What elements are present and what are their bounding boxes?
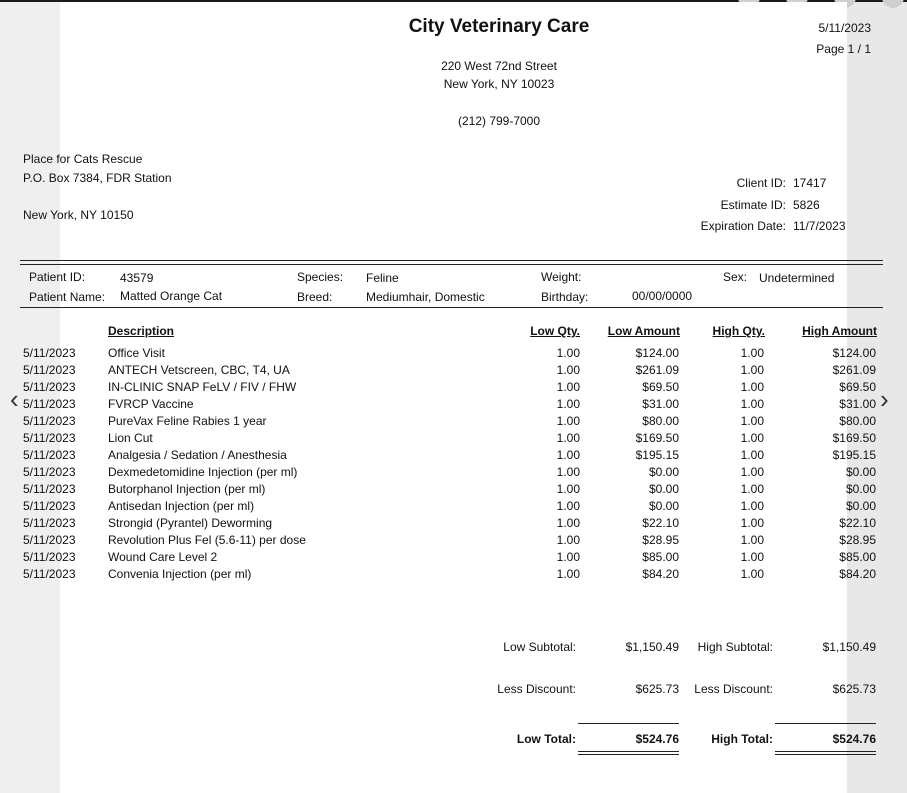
row-high-amount: $85.00 [839, 550, 876, 564]
clinic-address-line1: 220 West 72nd Street [441, 59, 557, 73]
high-total: $524.76 [832, 732, 876, 746]
row-high-qty: 1.00 [740, 380, 764, 394]
row-description: Office Visit [108, 346, 165, 360]
description-header: Description [108, 324, 175, 338]
row-date: 5/11/2023 [23, 363, 76, 377]
table-row [0, 465, 907, 482]
table-row [0, 431, 907, 448]
row-date: 5/11/2023 [23, 380, 76, 394]
table-row [0, 363, 907, 380]
low-subtotal-label: Low Subtotal: [503, 640, 576, 654]
row-low-amount: $69.50 [642, 380, 679, 394]
low-total-label: Low Total: [516, 732, 576, 746]
row-date: 5/11/2023 [23, 516, 76, 530]
row-high-qty: 1.00 [740, 516, 764, 530]
row-low-amount: $80.00 [642, 414, 679, 428]
weight-label: Weight: [541, 270, 582, 284]
low-total-top-rule [578, 723, 679, 724]
row-high-amount: $0.00 [845, 465, 876, 479]
low-subtotal: $1,150.49 [625, 640, 679, 654]
patient-name-label: Patient Name: [29, 290, 106, 304]
row-low-qty: 1.00 [556, 567, 580, 581]
low-total: $524.76 [635, 732, 679, 746]
low-total-double-rule-2 [578, 754, 679, 755]
sex-label: Sex: [723, 270, 748, 284]
row-low-qty: 1.00 [556, 499, 580, 513]
sex: Undetermined [759, 271, 835, 285]
high-discount: $625.73 [832, 682, 876, 696]
high-total-label: High Total: [711, 732, 773, 746]
row-date: 5/11/2023 [23, 499, 76, 513]
row-low-qty: 1.00 [556, 431, 580, 445]
high-total-double-rule-2 [775, 754, 876, 755]
clinic-phone: (212) 799-7000 [457, 114, 541, 128]
row-description: Strongid (Pyrantel) Deworming [108, 516, 273, 530]
clinic-name: City Veterinary Care [408, 16, 590, 37]
row-high-qty: 1.00 [740, 448, 764, 462]
table-row [0, 414, 907, 431]
patient-top-rule-2 [20, 264, 883, 265]
estimate-id: 5826 [793, 198, 820, 212]
low-total-double-rule [578, 751, 679, 752]
low-discount: $625.73 [635, 682, 679, 696]
row-date: 5/11/2023 [23, 448, 76, 462]
row-high-qty: 1.00 [740, 482, 764, 496]
previous-page-arrow-icon[interactable]: ‹ [10, 384, 19, 414]
row-low-amount: $28.95 [642, 533, 679, 547]
row-low-qty: 1.00 [556, 533, 580, 547]
row-low-amount: $0.00 [648, 499, 679, 513]
expiration-date-label: Expiration Date: [700, 219, 786, 233]
low-amount-header: Low Amount [607, 324, 680, 338]
row-date: 5/11/2023 [23, 397, 76, 411]
row-low-qty: 1.00 [556, 465, 580, 479]
table-row [0, 533, 907, 550]
birthday: 00/00/0000 [632, 289, 693, 303]
patient-id-label: Patient ID: [29, 270, 86, 284]
table-row [0, 567, 907, 584]
row-date: 5/11/2023 [23, 414, 76, 428]
row-high-amount: $169.50 [832, 431, 876, 445]
row-date: 5/11/2023 [23, 550, 76, 564]
client-name: Place for Cats Rescue [23, 152, 143, 166]
client-address-line2: New York, NY 10150 [23, 208, 134, 222]
row-low-qty: 1.00 [556, 448, 580, 462]
row-date: 5/11/2023 [23, 346, 76, 360]
row-date: 5/11/2023 [23, 482, 76, 496]
breed: Mediumhair, Domestic [366, 290, 485, 304]
table-row [0, 448, 907, 465]
high-subtotal-label: High Subtotal: [697, 640, 773, 654]
high-qty-header: High Qty. [712, 324, 765, 338]
row-high-amount: $124.00 [832, 346, 876, 360]
birthday-label: Birthday: [541, 290, 589, 304]
high-discount-label: Less Discount: [694, 682, 773, 696]
table-row [0, 550, 907, 567]
row-low-amount: $124.00 [635, 346, 679, 360]
client-address-line1: P.O. Box 7384, FDR Station [23, 171, 172, 185]
breed-label: Breed: [297, 290, 333, 304]
client-id: 17417 [793, 176, 827, 190]
row-high-qty: 1.00 [740, 550, 764, 564]
row-description: Lion Cut [108, 431, 153, 445]
estimate-id-label: Estimate ID: [720, 198, 786, 212]
row-description: Butorphanol Injection (per ml) [108, 482, 266, 496]
row-high-amount: $0.00 [845, 482, 876, 496]
row-low-amount: $0.00 [648, 465, 679, 479]
row-high-qty: 1.00 [740, 397, 764, 411]
document-date: 5/11/2023 [818, 21, 871, 35]
high-subtotal: $1,150.49 [822, 640, 876, 654]
row-high-qty: 1.00 [740, 465, 764, 479]
next-page-arrow-icon[interactable]: › [880, 384, 889, 414]
table-row [0, 482, 907, 499]
patient-name: Matted Orange Cat [120, 289, 223, 303]
clinic-address-line2: New York, NY 10023 [443, 77, 555, 91]
row-high-qty: 1.00 [740, 499, 764, 513]
row-description: Convenia Injection (per ml) [108, 567, 252, 581]
high-total-top-rule [775, 723, 876, 724]
table-row [0, 516, 907, 533]
row-low-qty: 1.00 [556, 380, 580, 394]
client-id-label: Client ID: [736, 176, 786, 190]
row-description: PureVax Feline Rabies 1 year [108, 414, 267, 428]
expiration-date: 11/7/2023 [793, 219, 846, 233]
species-label: Species: [297, 270, 344, 284]
row-low-amount: $31.00 [642, 397, 679, 411]
row-description: Antisedan Injection (per ml) [108, 499, 255, 513]
row-low-qty: 1.00 [556, 363, 580, 377]
row-description: Revolution Plus Fel (5.6-11) per dose [108, 533, 306, 547]
row-high-qty: 1.00 [740, 346, 764, 360]
row-date: 5/11/2023 [23, 431, 76, 445]
row-date: 5/11/2023 [23, 567, 76, 581]
row-low-qty: 1.00 [556, 397, 580, 411]
row-high-qty: 1.00 [740, 533, 764, 547]
row-low-amount: $261.09 [635, 363, 679, 377]
row-description: ANTECH Vetscreen, CBC, T4, UA [108, 363, 290, 377]
row-low-amount: $84.20 [642, 567, 679, 581]
row-low-qty: 1.00 [556, 516, 580, 530]
high-amount-header: High Amount [802, 324, 877, 338]
table-row [0, 397, 907, 414]
row-high-amount: $31.00 [839, 397, 876, 411]
row-description: IN-CLINIC SNAP FeLV / FIV / FHW [108, 380, 297, 394]
row-date: 5/11/2023 [23, 465, 76, 479]
row-low-amount: $0.00 [648, 482, 679, 496]
low-qty-header: Low Qty. [530, 324, 580, 338]
patient-id: 43579 [120, 271, 154, 285]
low-discount-label: Less Discount: [497, 682, 576, 696]
row-description: Wound Care Level 2 [108, 550, 218, 564]
row-low-amount: $195.15 [635, 448, 679, 462]
page-number: Page 1 / 1 [816, 42, 871, 56]
row-high-qty: 1.00 [740, 431, 764, 445]
row-low-qty: 1.00 [556, 482, 580, 496]
row-high-amount: $84.20 [839, 567, 876, 581]
patient-top-rule [20, 260, 883, 261]
table-row [0, 499, 907, 516]
row-description: Analgesia / Sedation / Anesthesia [108, 448, 287, 462]
row-high-amount: $28.95 [839, 533, 876, 547]
row-high-qty: 1.00 [740, 363, 764, 377]
row-low-amount: $85.00 [642, 550, 679, 564]
row-date: 5/11/2023 [23, 533, 76, 547]
row-high-amount: $69.50 [839, 380, 876, 394]
row-low-qty: 1.00 [556, 550, 580, 564]
row-low-amount: $22.10 [642, 516, 679, 530]
row-description: Dexmedetomidine Injection (per ml) [108, 465, 298, 479]
row-low-qty: 1.00 [556, 414, 580, 428]
table-row [0, 380, 907, 397]
table-row [0, 346, 907, 363]
row-high-amount: $0.00 [845, 499, 876, 513]
row-high-qty: 1.00 [740, 414, 764, 428]
row-high-amount: $195.15 [832, 448, 876, 462]
row-high-amount: $22.10 [839, 516, 876, 530]
patient-bottom-rule [20, 307, 883, 308]
row-description: FVRCP Vaccine [108, 397, 194, 411]
row-low-qty: 1.00 [556, 346, 580, 360]
row-high-qty: 1.00 [740, 567, 764, 581]
species: Feline [366, 271, 399, 285]
row-high-amount: $261.09 [832, 363, 876, 377]
row-high-amount: $80.00 [839, 414, 876, 428]
high-total-double-rule [775, 751, 876, 752]
row-low-amount: $169.50 [635, 431, 679, 445]
